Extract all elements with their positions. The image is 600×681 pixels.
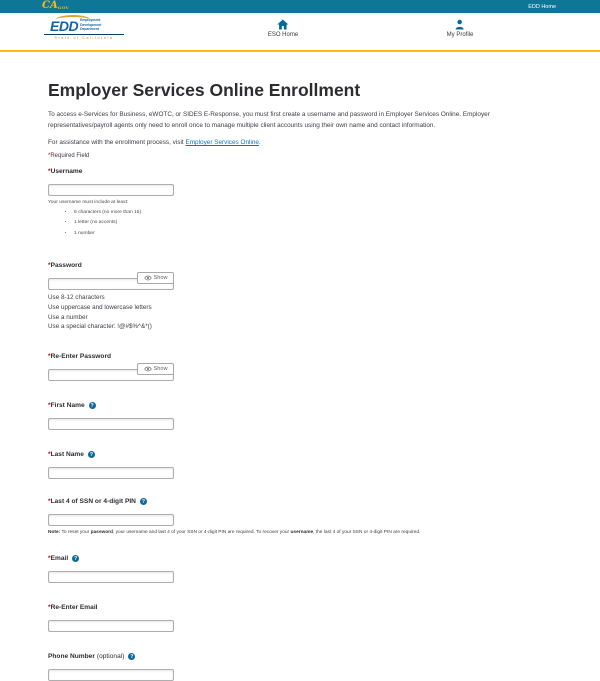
edd-home-link[interactable]: EDD Home [528,3,556,10]
last-name-group [48,451,552,479]
username-requirement: • 1 number [74,229,552,239]
show-button-label: Show [153,275,168,282]
last-name-label [48,451,552,458]
help-icon[interactable]: ? [89,451,93,458]
reenter-password-group [48,353,552,381]
ca-gov-logo-sub: GOV [57,4,70,10]
username-input[interactable] [48,184,174,196]
password-show-button[interactable] [137,272,174,284]
password-requirement: Use uppercase and lowercase letters [48,303,152,311]
ca-gov-logo[interactable] [42,1,69,13]
email-label [48,555,552,562]
reenter-password-label-text: Re-Enter Password [50,353,112,361]
required-asterisk: * [48,153,51,160]
ca-gov-logo-main: CA [42,0,58,11]
username-requirement: • 8 characters (no more than 15) [74,208,552,218]
help-icon[interactable]: ? [74,555,78,562]
ssn-note-bold: password [90,530,113,536]
password-group [48,262,552,332]
help-icon[interactable]: ? [141,498,145,505]
edd-logo-line1: Employment [80,18,101,22]
reenter-email-label-text: Re-Enter Email [50,604,98,612]
page-title: Employer Services Online Enrollment [48,80,361,100]
assistance-prefix: For assistance with the enrollment process, visit [48,139,186,147]
nav-item-label: ESO Home [267,32,299,38]
edd-logo-acronym: EDD [50,17,79,34]
password-requirements [48,293,552,332]
nav-item-eso-home[interactable] [268,19,298,38]
required-field-note [48,153,552,159]
nav-item-label: My Profile [446,32,474,38]
ssn-note-text: , your username and last 4 of your SSN or 4-digit PIN are required. To recover your [112,530,291,536]
main-navbar [0,13,600,52]
person-icon [454,19,466,30]
phone-label [48,653,552,660]
reenter-password-show-button[interactable] [137,363,174,375]
assistance-suffix: . [258,139,261,147]
required-asterisk: * [48,402,51,410]
required-note-text: Required Field [50,153,90,160]
employer-services-online-link[interactable]: Employer Services Online [185,139,259,147]
last-name-label-text: Last Name [50,451,84,459]
password-label [48,262,552,269]
ssn-pin-note [48,529,552,536]
password-requirement: Use a special character: !@#$%^&*() [48,323,152,331]
assistance-line [48,139,552,146]
home-icon [277,19,289,30]
password-requirement: Use a number [48,313,88,321]
reenter-password-label [48,353,552,360]
help-icon[interactable]: ? [130,653,134,660]
help-icon[interactable]: ? [90,402,94,409]
intro-paragraph: To access e-Services for Business, eWOTC, or SIDES E-Response, you must first create a username and password in Employer Services Online. Employer representatives/payroll agents only need to enroll once to manage multiple client accounts using their own name and contact information. [48,111,490,129]
username-label-text: Username [50,168,83,176]
required-asterisk: * [48,262,51,270]
first-name-group [48,402,552,430]
reenter-email-label [48,604,552,611]
first-name-input[interactable] [48,418,174,430]
last-name-input[interactable] [48,467,174,479]
first-name-label [48,402,552,409]
reenter-email-input[interactable] [48,620,174,632]
edd-logo-tagline: State of California [44,34,124,40]
username-requirement: • 1 letter (no accents) [74,218,552,228]
ssn-pin-input[interactable] [48,514,174,526]
eye-icon [144,366,152,372]
nav-item-my-profile[interactable] [447,19,474,38]
required-asterisk: * [48,451,51,459]
eye-icon [144,275,152,281]
username-hint-title: Your username must include at least: [48,200,129,206]
username-group [48,168,552,239]
required-asterisk: * [48,604,51,612]
required-asterisk: * [48,353,51,361]
ssn-note-text: To reset your [60,530,91,536]
edd-logo-line3: Department [80,27,99,32]
ssn-note-text: , the last 4 of your SSN or 4-digit PIN are required. [313,530,421,536]
utility-bar [0,0,600,13]
phone-optional-text: (optional) [96,653,125,661]
reenter-email-group [48,604,552,632]
ssn-pin-label-text: Last 4 of SSN or 4-digit PIN [50,498,136,506]
password-label-text: Password [50,262,82,270]
email-label-text: Email [50,555,69,563]
show-button-label: Show [153,366,168,373]
first-name-label-text: First Name [50,402,85,410]
password-requirement: Use 8-12 characters [48,294,105,302]
phone-input[interactable] [48,669,174,681]
main-content [0,80,600,681]
username-requirements-list [74,208,552,239]
email-input[interactable] [48,571,174,583]
phone-group [48,653,552,681]
required-asterisk: * [48,555,51,563]
required-asterisk: * [48,498,51,506]
ssn-note-bold: Note: [48,530,61,536]
required-asterisk: * [48,168,51,176]
username-label [48,168,552,175]
ssn-pin-label [48,498,552,505]
ssn-pin-group [48,498,552,536]
edd-logo[interactable] [44,18,124,40]
email-group [48,555,552,583]
edd-logo-line2: Development [80,22,102,27]
ssn-note-bold: username [290,530,314,536]
edd-logo-swoosh-decoration [56,15,90,24]
phone-label-text: Phone Number [48,653,95,661]
